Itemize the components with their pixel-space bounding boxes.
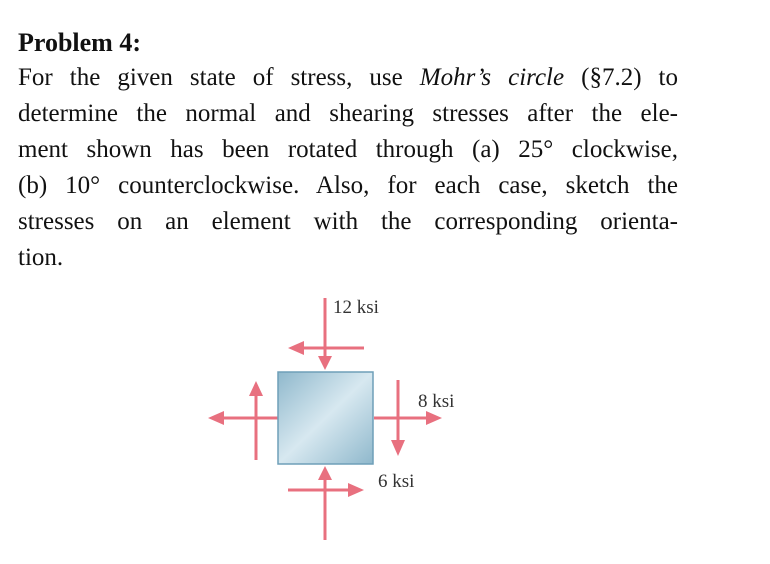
mohrs-circle-term: Mohr’s circle [419, 64, 565, 91]
right-stress-label: 8 ksi [418, 391, 455, 412]
left-normal-stress-arrow [208, 411, 278, 425]
statement-line: (b) 10° counterclockwise. Also, for each case, sketch the [18, 172, 678, 199]
left-shear-arrow [249, 381, 263, 460]
statement-line: ment shown has been rotated through (a) 25° clockwise, [18, 136, 678, 163]
right-normal-stress-arrow [374, 411, 442, 425]
stress-element [278, 372, 373, 464]
problem-heading: Problem 4: [18, 28, 141, 57]
top-normal-stress-arrow [318, 298, 332, 370]
statement-line: stresses on an element with the corresponding orienta- [18, 208, 678, 235]
shear-stress-label: 6 ksi [378, 471, 415, 492]
bottom-normal-stress-arrow [318, 466, 332, 540]
statement-line: determine the normal and shearing stresses after the ele- [18, 100, 678, 127]
statement-line: tion. [18, 244, 64, 271]
top-stress-label: 12 ksi [333, 297, 379, 318]
statement-line: For the given state of stress, use Mohr’s circle (§7.2) to [18, 64, 678, 91]
